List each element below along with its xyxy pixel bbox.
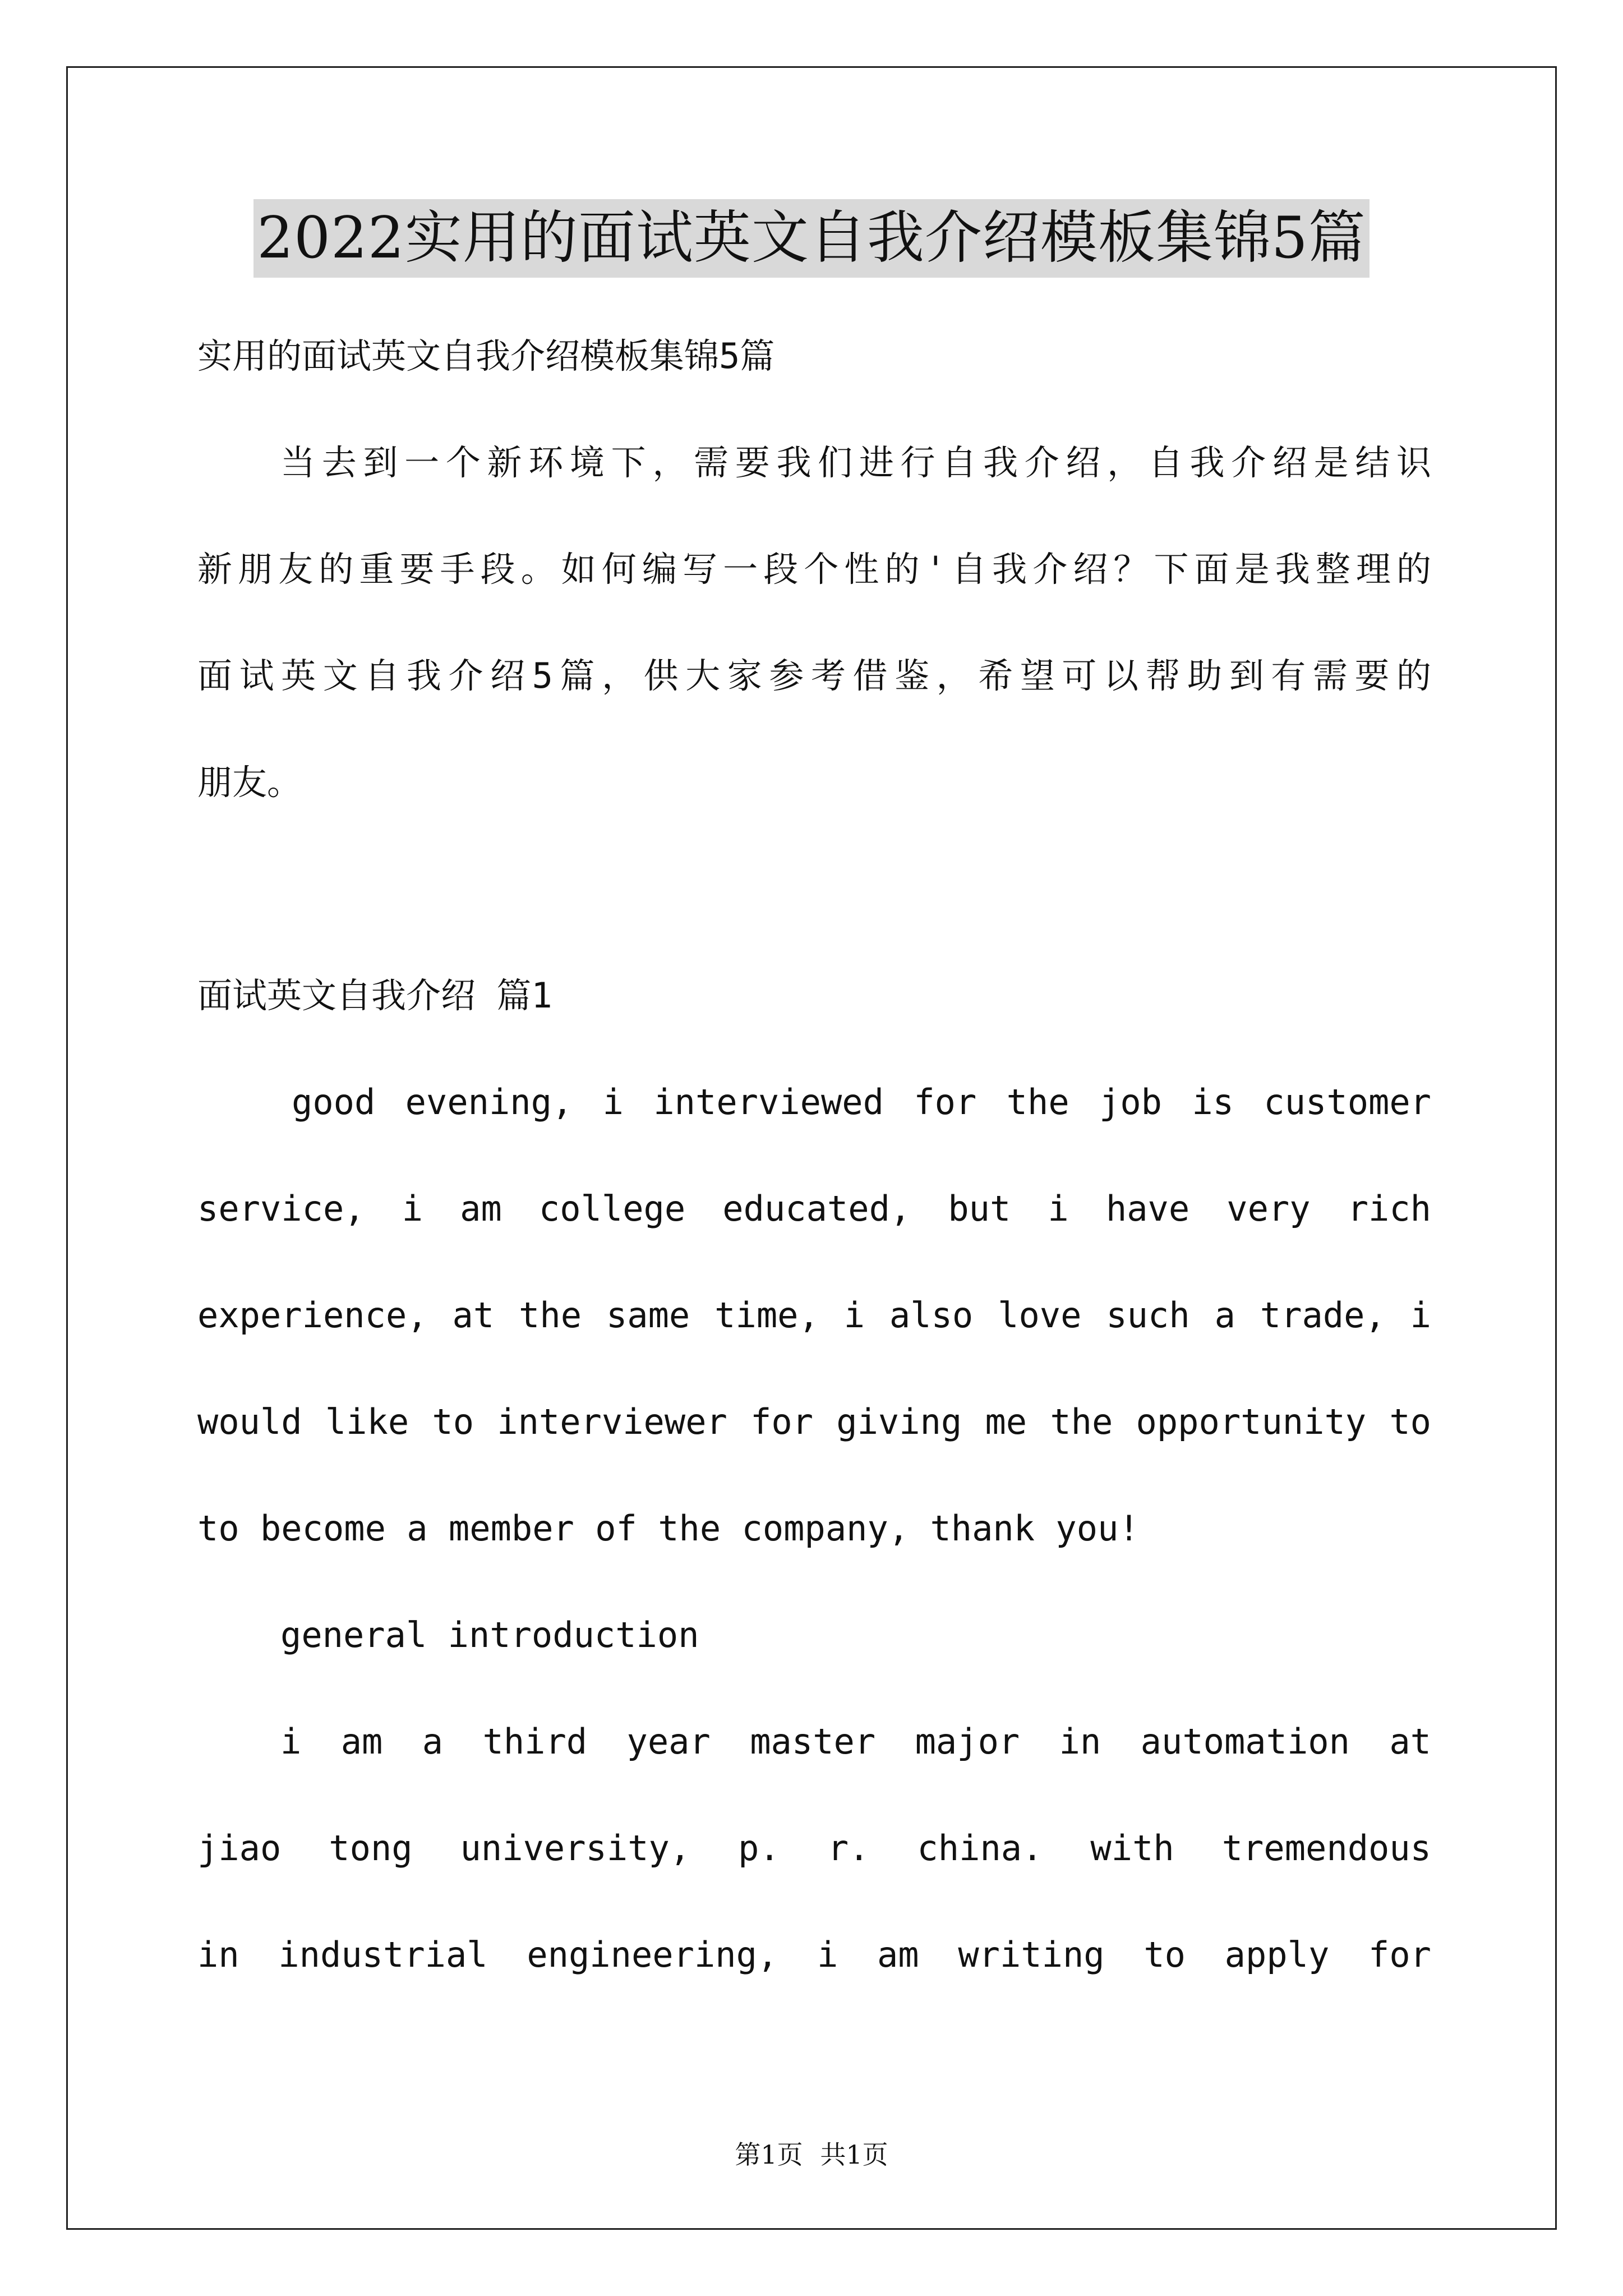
title-container [0,199,1623,278]
general-heading: general introduction [280,1614,699,1655]
section-line: good evening, i interviewed for the job is customer [292,1082,1431,1122]
section-line: service, i am college educated, but i have very rich [197,1188,1431,1229]
section-line: experience, at the same time, i also love such a trade, i [197,1295,1431,1336]
intro-line: 当去到一个新环境下，需要我们进行自我介绍，自我介绍是结识 [280,442,1431,483]
general-line: jiao tong university, p. r. china. with tremendous [197,1828,1431,1869]
intro-line: 朋友。 [197,762,302,803]
blank-line [197,836,1431,942]
document-body [197,303,1431,2008]
subtitle: 实用的面试英文自我介绍模板集锦5篇 [197,335,775,376]
page-footer [0,2134,1623,2171]
intro-line: 面试英文自我介绍5篇，供大家参考借鉴，希望可以帮助到有需要的 [197,655,1431,696]
document-title: 2022实用的面试英文自我介绍模板集锦5篇 [253,199,1369,278]
section-line: would like to interviewer for giving me the opportunity to [197,1401,1431,1442]
general-line: in industrial engineering, i am writing to apply for [197,1934,1431,1975]
section-heading: 面试英文自我介绍 篇1 [197,975,552,1016]
general-line: i am a third year master major in automation at [280,1721,1431,1762]
page-total: 共1页 [820,2139,888,2170]
page-number: 第1页 [735,2139,803,2170]
section-line: to become a member of the company, thank you! [197,1508,1140,1549]
intro-line: 新朋友的重要手段。如何编写一段个性的'自我介绍？下面是我整理的 [197,549,1431,590]
